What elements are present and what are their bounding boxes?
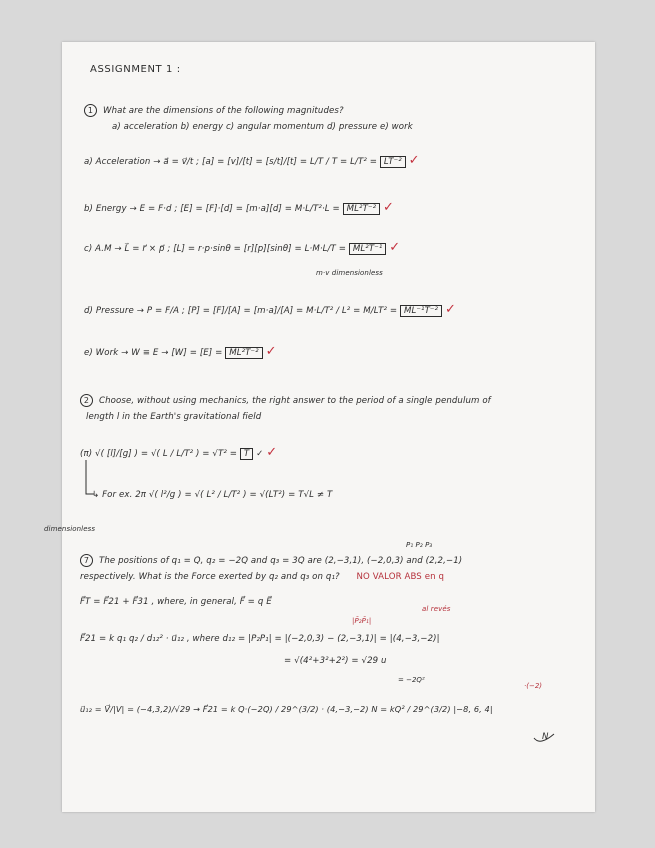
- q2-side-note: dimensionless: [44, 525, 96, 533]
- q3-mid-label: |P̄₂P̄₁|: [352, 617, 372, 625]
- q3-red-note: NO VALOR ABS en q: [356, 572, 445, 582]
- q3-unit: N: [542, 732, 549, 742]
- check-icon: ✓: [265, 344, 277, 359]
- q1a-line: a) Acceleration → a⃗ = v⃗/t ; [a] = [v]/[t] = [s/t]/[t] = L/T / T = L/T² = LT⁻² ✓: [84, 153, 420, 168]
- check-icon: ✓: [389, 240, 401, 255]
- q2-question-line2: length l in the Earth's gravitational field: [86, 412, 262, 422]
- q2-question-line1: 2 Choose, without using mechanics, the right answer to the period of a single pendulum of: [80, 394, 491, 407]
- q1d-answer: ML⁻¹T⁻²: [400, 305, 442, 317]
- q3-line5: = √(4²+3²+2²) = √29 u: [284, 656, 387, 666]
- q3-anno-neg: ·(−2): [524, 682, 543, 690]
- q1e-answer: ML²T⁻²: [225, 347, 262, 359]
- q1b-answer: ML²T⁻²: [343, 203, 380, 215]
- q1c-line: c) A.M → L⃗ = r⃗ × p⃗ ; [L] = r·p·sinθ = [r][p][sinθ] = L·M·L/T = ML²T⁻¹ ✓: [84, 240, 401, 255]
- q3-line3: F⃗T = F⃗21 + F⃗31 , where, in general, F⃗ = q E⃗: [80, 597, 272, 607]
- q1d-line: d) Pressure → P = F/A ; [P] = [F]/[A] = [m·a]/[A] = M·L/T² / L² = M/LT² = ML⁻¹T⁻² ✓: [84, 302, 456, 317]
- assignment-title: ASSIGNMENT 1 :: [90, 64, 181, 75]
- q1-question: 1 What are the dimensions of the following magnitudes?: [84, 104, 344, 117]
- check-icon: ✓: [444, 302, 456, 317]
- q1c-note: m·v dimensionless: [316, 269, 383, 277]
- q1b-line: b) Energy → E = F·d ; [E] = [F]·[d] = [m·a][d] = M·L/T²·L = ML²T⁻² ✓: [84, 200, 394, 215]
- check-icon: ✓: [266, 445, 278, 460]
- q3-line1: 7 The positions of q₁ = Q, q₂ = −2Q and q₃ = 3Q are (2,−3,1), (−2,0,3) and (2,2,−1): [80, 554, 462, 567]
- q2-eq2: ↳ For ex. 2π √( l²/g ) = √( L² / L/T² ) = √(LT²) = T√L ≠ T: [92, 490, 333, 500]
- check-icon: ✓: [382, 200, 394, 215]
- check-icon: ✓: [408, 153, 420, 168]
- q2-eq1: (π) √( [l]/[g] ) = √( L / L/T² ) = √T² = T ✓ ✓: [80, 445, 278, 460]
- check-icon: [532, 732, 556, 746]
- q1a-answer: LT⁻²: [380, 156, 406, 168]
- q2-answer: T: [240, 448, 253, 460]
- q2-number: 2: [80, 394, 93, 407]
- q3-anno-top: = −2Q²: [398, 676, 425, 684]
- q3-line2: respectively. What is the Force exerted by q₂ and q₃ on q₁? NO VALOR ABS en q: [80, 572, 445, 582]
- q3-line6: u⃗₁₂ = V⃗/|V| = (−4,3,2)/√29 → F⃗21 = k Q·(−2Q) / 29^(3/2) · (4,−3,−2) N = kQ² / 29^(3/2) |−8, 6, 4|: [80, 704, 493, 714]
- q1-options: a) acceleration b) energy c) angular momentum d) pressure e) work: [112, 122, 413, 132]
- q3-line4: F⃗21 = k q₁ q₂ / d₁₂² · u⃗₁₂ , where d₁₂ = |P₂P₁| = |(−2,0,3) − (2,−3,1)| = |(4,−3,−2)|: [80, 634, 440, 644]
- q3-number: 7: [80, 554, 93, 567]
- q1c-answer: ML²T⁻¹: [349, 243, 386, 255]
- q1-number: 1: [84, 104, 97, 117]
- document-page: [44, 42, 595, 812]
- q3-red-annotation: al revés: [422, 605, 451, 613]
- q1e-line: e) Work → W ≡ E → [W] = [E] = ML²T⁻² ✓: [84, 344, 277, 359]
- q3-point-labels: P₁ P₂ P₃: [406, 541, 433, 549]
